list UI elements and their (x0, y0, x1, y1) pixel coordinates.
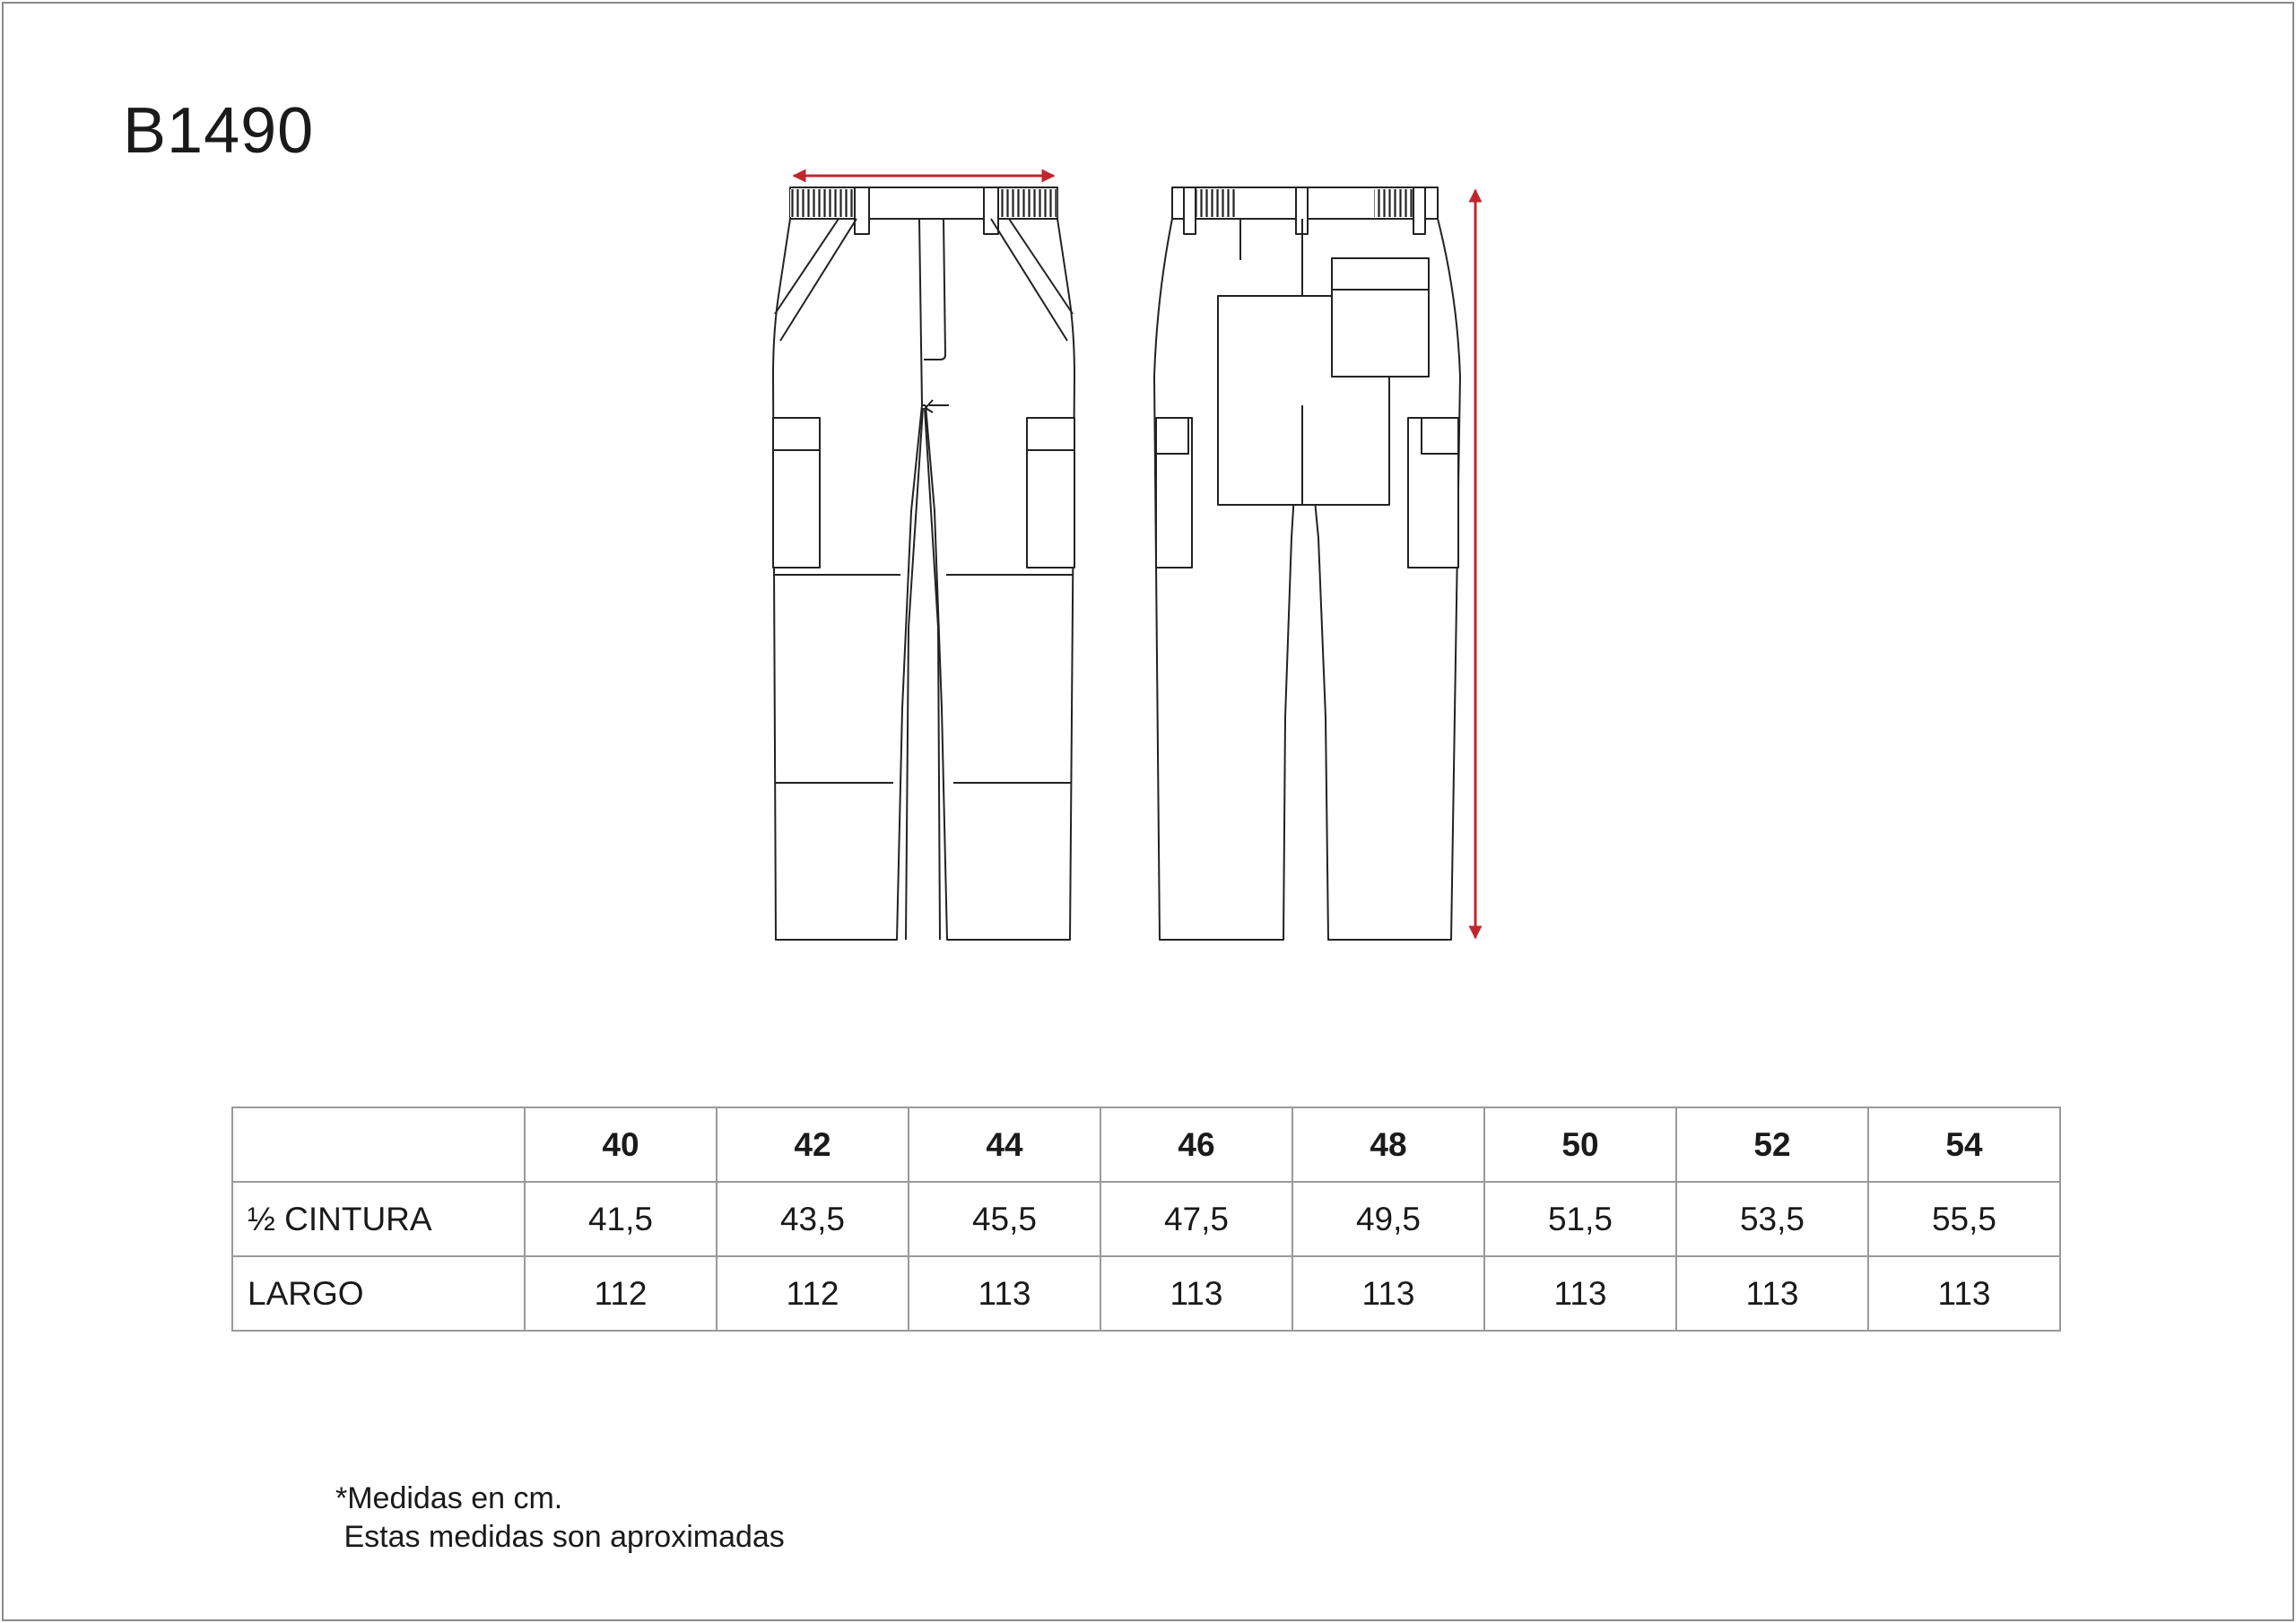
table-cell: 113 (1292, 1256, 1484, 1331)
note-approximate: Estas medidas son aproximadas (335, 1520, 785, 1554)
size-header: 46 (1100, 1107, 1292, 1182)
table-cell: 113 (909, 1256, 1100, 1331)
size-header-row (232, 1107, 2060, 1182)
front-elastic-left (790, 189, 857, 217)
table-cell: 113 (1868, 1256, 2060, 1331)
belt-loop (855, 187, 869, 234)
product-code: B1490 (123, 95, 315, 167)
back-elastic-right (1374, 189, 1417, 217)
table-corner-cell (232, 1107, 525, 1182)
size-header: 48 (1292, 1107, 1484, 1182)
measurement-notes (335, 1480, 785, 1557)
belt-loop (1413, 187, 1425, 234)
table-cell: 113 (1676, 1256, 1868, 1331)
back-pocket (1332, 258, 1429, 377)
front-elastic-right (990, 189, 1057, 217)
table-cell: 43,5 (717, 1182, 909, 1256)
size-header: 40 (525, 1107, 717, 1182)
table-cell: 55,5 (1868, 1182, 2060, 1256)
table-cell: 41,5 (525, 1182, 717, 1256)
table-cell: 113 (1484, 1256, 1676, 1331)
row-label: ½ CINTURA (232, 1182, 525, 1256)
table-cell: 112 (525, 1256, 717, 1331)
size-header: 54 (1868, 1107, 2060, 1182)
pants-back-view (1154, 187, 1460, 940)
table-cell: 49,5 (1292, 1182, 1484, 1256)
cargo-pocket-left (773, 418, 820, 568)
table-row (232, 1182, 2060, 1256)
size-header: 50 (1484, 1107, 1676, 1182)
size-table (231, 1107, 2061, 1332)
size-header: 52 (1676, 1107, 1868, 1182)
cargo-pocket-right (1027, 418, 1074, 568)
pants-front-view (773, 187, 1074, 940)
table-row (232, 1256, 2060, 1331)
table-cell: 113 (1100, 1256, 1292, 1331)
size-header: 42 (717, 1107, 909, 1182)
table-cell: 112 (717, 1256, 909, 1331)
table-cell: 45,5 (909, 1182, 1100, 1256)
row-label: LARGO (232, 1256, 525, 1331)
size-header: 44 (909, 1107, 1100, 1182)
table-cell: 47,5 (1100, 1182, 1292, 1256)
table-cell: 51,5 (1484, 1182, 1676, 1256)
back-elastic-left (1193, 189, 1236, 217)
table-cell: 53,5 (1676, 1182, 1868, 1256)
note-units: *Medidas en cm. (335, 1481, 563, 1515)
belt-loop (1184, 187, 1196, 234)
